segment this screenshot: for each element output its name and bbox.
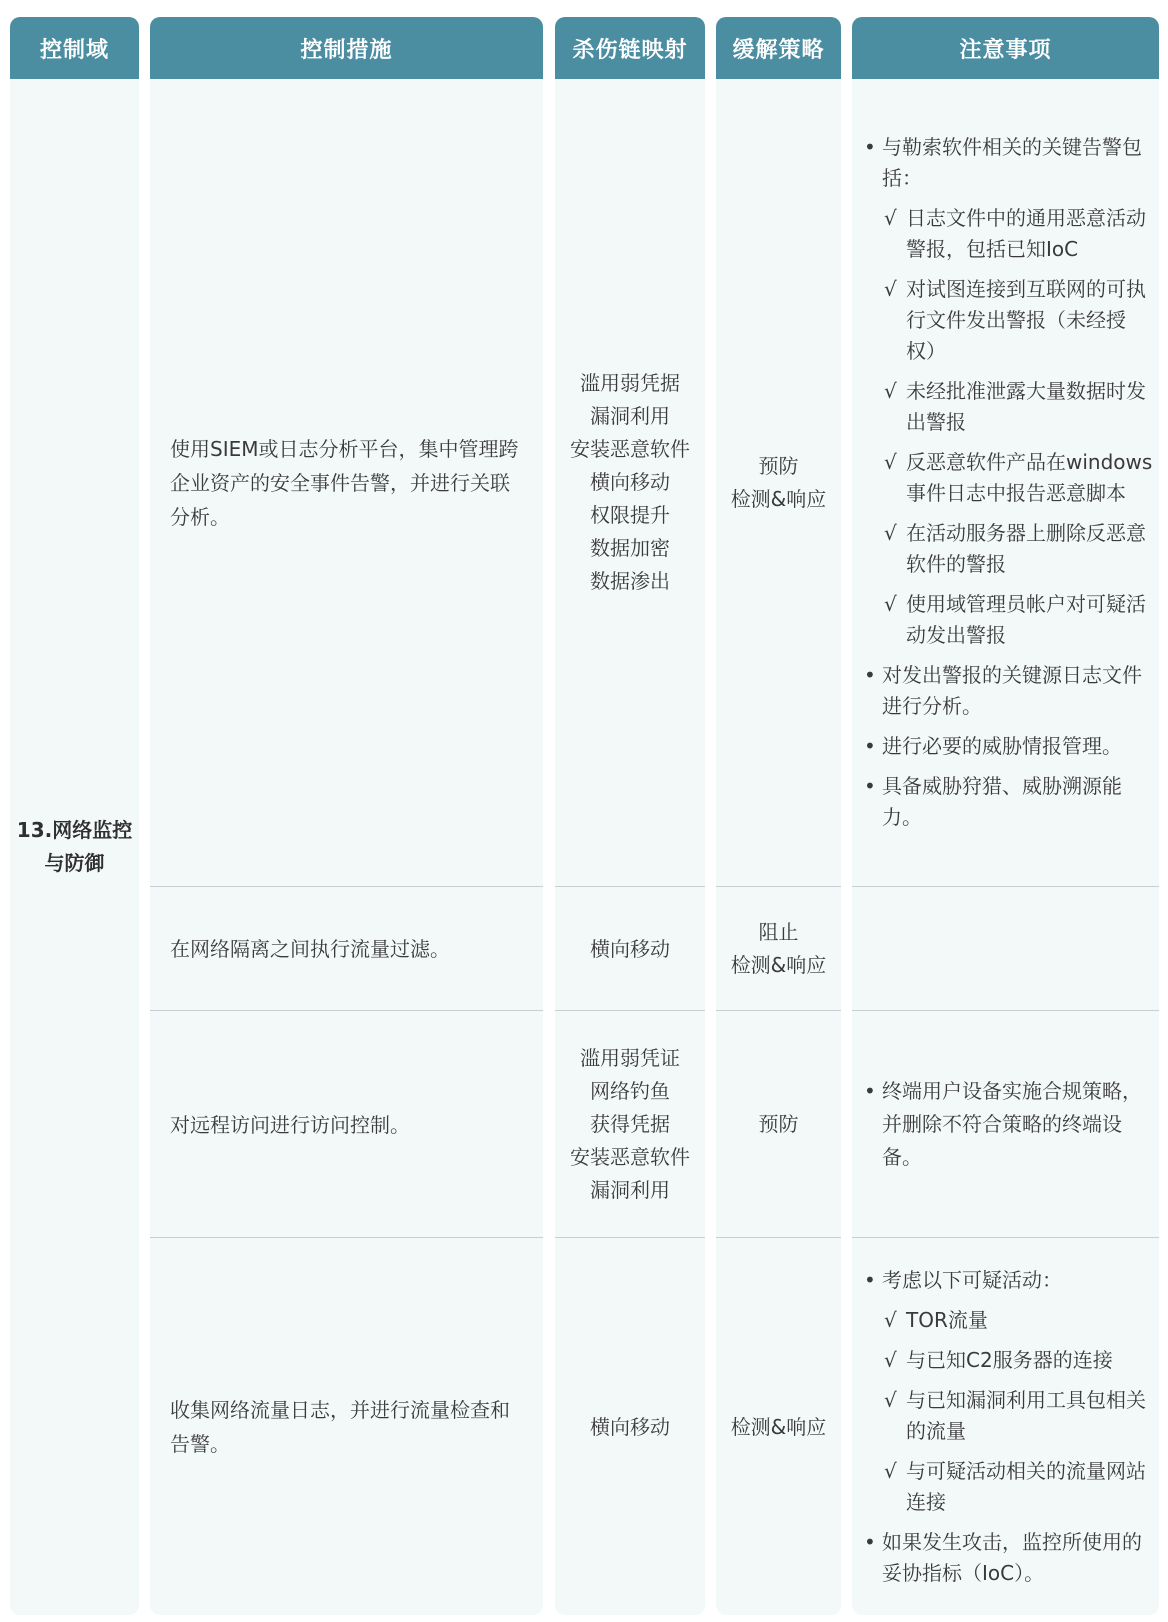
measure-text: 在网络隔离之间执行流量过滤。 — [170, 937, 450, 961]
measure-cell-4 — [150, 1237, 543, 1615]
notes-cell-1 — [852, 79, 1159, 886]
domain-name-line1: 13.网络监控 — [16, 818, 133, 842]
header-killchain: 杀伤链映射 — [555, 17, 705, 79]
mitigation-cell-3 — [716, 1010, 841, 1238]
notes-cell-3 — [852, 1010, 1159, 1238]
notes-cell-2 — [852, 886, 1159, 1011]
note-check: √ 对试图连接到互联网的可执行文件发出警报（未经授权） — [860, 274, 1153, 367]
killchain-item: 滥用弱凭据 — [580, 371, 680, 395]
mitigation-column — [716, 17, 841, 1615]
note-check: √ 与已知C2服务器的连接 — [860, 1345, 1153, 1376]
domain-name — [10, 79, 139, 1615]
note-check: √ 在活动服务器上删除反恶意软件的警报 — [860, 518, 1153, 580]
note-check: √ 与已知漏洞利用工具包相关的流量 — [860, 1385, 1153, 1447]
killchain-cell-4 — [555, 1237, 705, 1615]
measure-column — [150, 17, 543, 1615]
killchain-item: 横向移动 — [590, 470, 670, 494]
killchain-item: 数据渗出 — [590, 569, 670, 593]
note-check: √ 未经批准泄露大量数据时发出警报 — [860, 376, 1153, 438]
mitigation-cell-1 — [716, 79, 841, 886]
killchain-cell-3 — [555, 1010, 705, 1238]
mitigation-item: 预防 — [758, 1112, 799, 1136]
killchain-item: 网络钓鱼 — [590, 1079, 670, 1103]
killchain-cell-1 — [555, 79, 705, 886]
killchain-item: 横向移动 — [590, 936, 670, 961]
mitigation-cell-2 — [716, 886, 841, 1011]
header-mitigation: 缓解策略 — [716, 17, 841, 79]
killchain-item: 权限提升 — [590, 503, 670, 527]
killchain-cell-2 — [555, 886, 705, 1011]
killchain-item: 漏洞利用 — [590, 404, 670, 428]
notes-column — [852, 17, 1159, 1615]
mitigation-item: 预防 — [758, 453, 799, 478]
note-check: √ TOR流量 — [860, 1305, 1153, 1336]
measure-cell-2 — [150, 886, 543, 1011]
note-bullet: • 进行必要的威胁情报管理。 — [860, 731, 1153, 762]
killchain-item: 滥用弱凭证 — [580, 1046, 680, 1070]
note-bullet: • 终端用户设备实施合规策略，并删除不符合策略的终端设备。 — [860, 1075, 1153, 1174]
measure-text: 收集网络流量日志，并进行流量检查和告警。 — [170, 1398, 510, 1456]
mitigation-item: 检测&响应 — [730, 953, 827, 977]
domain-column — [10, 17, 139, 1615]
note-check: √ 日志文件中的通用恶意活动警报，包括已知IoC — [860, 203, 1153, 265]
mitigation-item: 检测&响应 — [730, 486, 827, 511]
header-notes: 注意事项 — [852, 17, 1159, 79]
killchain-item: 数据加密 — [590, 536, 670, 560]
domain-name-line2: 与防御 — [44, 851, 105, 875]
note-bullet: • 与勒索软件相关的关键告警包括： — [860, 132, 1153, 194]
killchain-item: 安装恶意软件 — [570, 437, 690, 461]
note-bullet: • 考虑以下可疑活动： — [860, 1265, 1153, 1296]
measure-text: 对远程访问进行访问控制。 — [170, 1112, 410, 1137]
mitigation-cell-4 — [716, 1237, 841, 1615]
killchain-column — [555, 17, 705, 1615]
note-bullet: • 具备威胁狩猎、威胁溯源能力。 — [860, 771, 1153, 833]
killchain-item: 安装恶意软件 — [570, 1145, 690, 1169]
note-bullet: • 对发出警报的关键源日志文件进行分析。 — [860, 660, 1153, 722]
measure-cell-1 — [150, 79, 543, 886]
killchain-item: 获得凭据 — [590, 1112, 670, 1136]
notes-cell-4 — [852, 1237, 1159, 1615]
mitigation-item: 阻止 — [758, 920, 799, 944]
note-check: √ 反恶意软件产品在windows事件日志中报告恶意脚本 — [860, 447, 1153, 509]
measure-text: 使用SIEM或日志分析平台，集中管理跨企业资产的安全事件告警，并进行关联分析。 — [170, 436, 519, 529]
mitigation-item: 检测&响应 — [730, 1414, 827, 1439]
header-measure: 控制措施 — [150, 17, 543, 79]
note-check: √ 使用域管理员帐户对可疑活动发出警报 — [860, 589, 1153, 651]
note-bullet: • 如果发生攻击，监控所使用的妥协指标（IoC）。 — [860, 1527, 1153, 1589]
header-domain: 控制域 — [10, 17, 139, 79]
killchain-item: 横向移动 — [590, 1414, 670, 1439]
measure-cell-3 — [150, 1010, 543, 1238]
note-check: √ 与可疑活动相关的流量网站连接 — [860, 1456, 1153, 1518]
killchain-item: 漏洞利用 — [590, 1178, 670, 1202]
